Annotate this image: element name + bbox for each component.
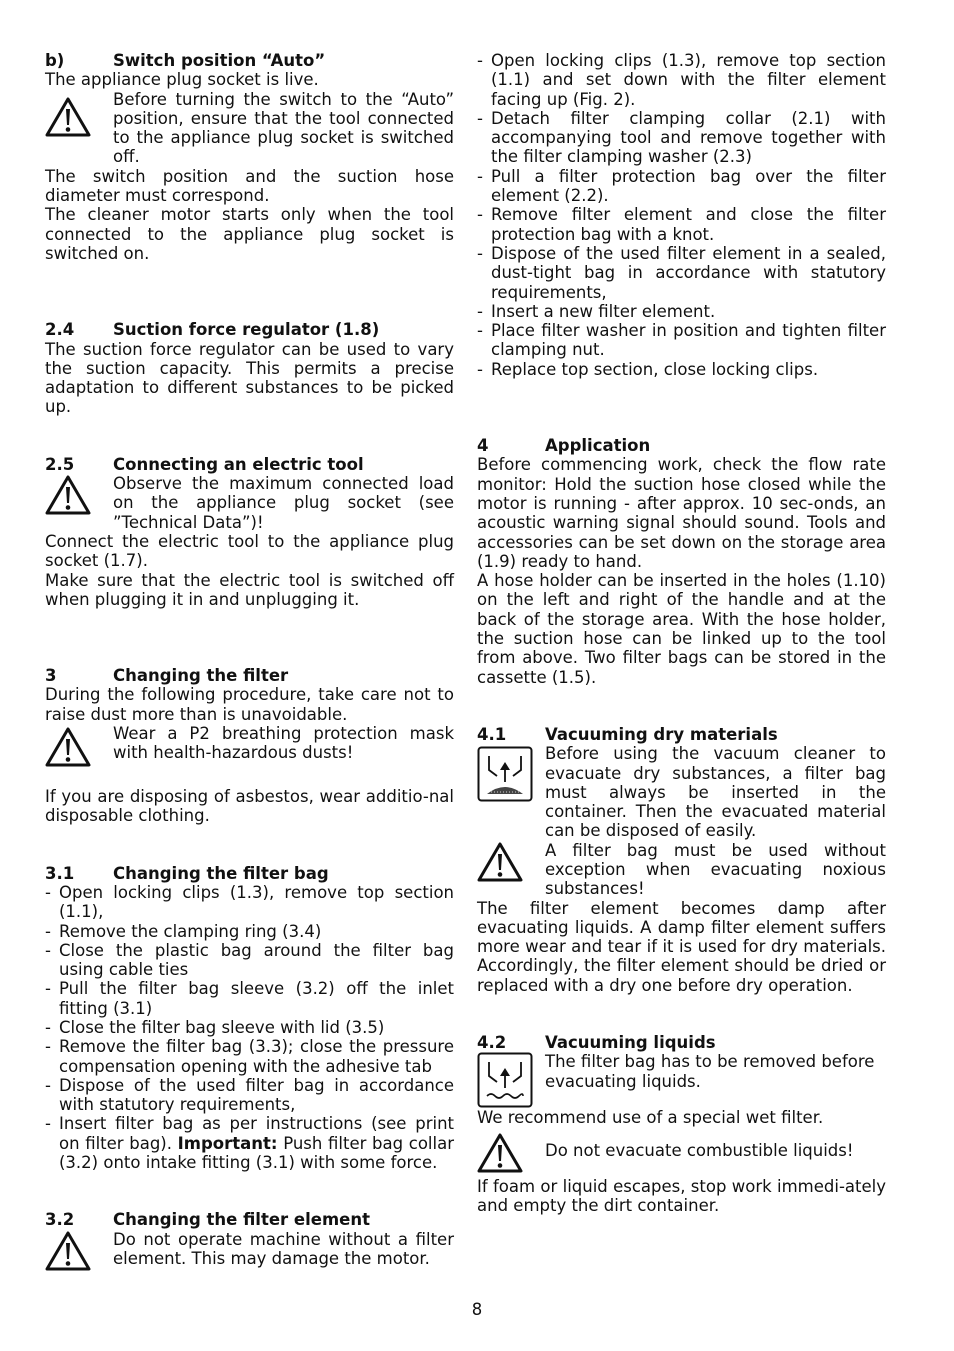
list-item: - Remove filter element and close the filter protection bag with a knot. xyxy=(477,205,886,244)
warning-icon xyxy=(45,1230,113,1272)
list-item: - Open locking clips (1.3), remove top section (1.1) and set down with the filter element facing up (Fig. 2). xyxy=(477,51,886,109)
section-heading-3-1 xyxy=(45,864,454,883)
section-title: Vacuuming liquids xyxy=(545,1033,716,1053)
section-title: Suction force regulator (1.8) xyxy=(113,320,380,340)
section-number: 3.1 xyxy=(45,863,75,883)
section-title: Switch position “Auto” xyxy=(113,51,326,70)
paragraph: A hose holder can be inserted in the holes (1.10) on the left and right of the handle and at the back of the storage area. With the hose holder, the suction hose can be linked up to the tool from above. Two filter bags can be stored in the cassette (1.5). xyxy=(477,571,886,687)
section-heading-3 xyxy=(45,666,454,685)
section-heading-2-4 xyxy=(45,320,454,339)
warning-icon xyxy=(477,1132,545,1174)
list-item: - Open locking clips (1.3), remove top section (1.1), xyxy=(45,883,454,922)
section-number: 3 xyxy=(45,666,57,686)
warning-text: Do not operate machine without a filter element. This may damage the motor. xyxy=(113,1229,454,1268)
section-number: 2.4 xyxy=(45,320,75,340)
section-heading-4 xyxy=(477,436,886,455)
warning-text: Observe the maximum connected load on the appliance plug socket (see ”Technical Data”)! xyxy=(113,474,454,532)
warning-block xyxy=(45,474,454,532)
warning-text: Wear a P2 breathing protection mask with health-hazardous dusts! xyxy=(113,724,454,763)
paragraph: If you are disposing of asbestos, wear additio-nal disposable clothing. xyxy=(45,787,454,826)
warning-text: A filter bag must be used without exception when evacuating noxious substances! xyxy=(545,840,886,899)
list-item: - Dispose of the used filter element in a sealed, dust-tight bag in accordance with statutory requirements, xyxy=(477,244,886,302)
list-item: - Close the filter bag sleeve with lid (3.5) xyxy=(45,1018,454,1037)
warning-icon xyxy=(45,474,113,516)
warning-block xyxy=(45,724,454,768)
list-item-text: Push filter bag collar (3.2) onto intake fitting (3.1) with some force. xyxy=(59,1133,454,1173)
section-title: Changing the filter xyxy=(113,666,289,686)
section-heading-2-5 xyxy=(45,455,454,474)
list-item: - Replace top section, close locking clips. xyxy=(477,360,886,379)
section-number: 4 xyxy=(477,436,489,456)
section-heading-4-1 xyxy=(477,725,886,744)
section-heading-4-2 xyxy=(477,1033,886,1052)
list-item: - Dispose of the used filter bag in accordance with statutory requirements, xyxy=(45,1076,454,1115)
list-item: - Detach filter clamping collar (2.1) with accompanying tool and remove together with the filter clamping washer (2.3) xyxy=(477,109,886,167)
section-number: 2.5 xyxy=(45,454,75,474)
paragraph: The suction force regulator can be used to vary the suction capacity. This permits a precise adaptation to different substances to be picked up. xyxy=(45,339,454,417)
section-title: Application xyxy=(545,436,651,456)
section-heading-3-2 xyxy=(45,1210,454,1229)
list-item-text: Insert filter bag as per instructions (see print on filter bag). xyxy=(59,1114,454,1153)
paragraph: Make sure that the electric tool is switched off when plugging it in and unplugging it. xyxy=(45,570,454,609)
section-title: Changing the filter bag xyxy=(113,863,329,883)
list-item: - Pull a filter protection bag over the filter element (2.2). xyxy=(477,167,886,206)
warning-icon xyxy=(477,841,545,883)
section-number: 4.2 xyxy=(477,1033,507,1053)
section-number: b) xyxy=(45,51,65,70)
paragraph: The filter element becomes damp after evacuating liquids. A damp filter element suffers more wear and tear if it is used for dry materials. Accordingly, the filter element should be dried or replaced with a dry one before dry operation. xyxy=(477,898,886,995)
warning-block xyxy=(477,1132,886,1174)
list-item: - Remove the clamping ring (3.4) xyxy=(45,922,454,941)
paragraph: During the following procedure, take care not to raise dust more than is unavoidable. xyxy=(45,685,454,724)
step-list xyxy=(45,883,454,1172)
section-title: Connecting an electric tool xyxy=(113,454,364,474)
paragraph: We recommend use of a special wet filter. xyxy=(477,1108,824,1128)
page-number: 8 xyxy=(471,1300,483,1319)
paragraph: Connect the electric tool to the appliance plug socket (1.7). xyxy=(45,531,454,571)
warning-block xyxy=(45,1230,454,1272)
important-label: Important: xyxy=(177,1133,278,1153)
warning-icon xyxy=(45,90,113,138)
list-item xyxy=(45,1114,454,1172)
section-number: 4.1 xyxy=(477,724,507,744)
section-number: 3.2 xyxy=(45,1210,75,1230)
warning-icon xyxy=(45,724,113,768)
warning-text: Do not evacuate combustible liquids! xyxy=(545,1140,854,1160)
info-text: The filter bag has to be removed before evacuating liquids. xyxy=(545,1052,875,1091)
step-list xyxy=(477,51,886,379)
section-heading-b xyxy=(45,51,454,70)
paragraph: The appliance plug socket is live. xyxy=(45,70,319,90)
section-title: Vacuuming dry materials xyxy=(545,724,778,744)
warning-text: Before turning the switch to the “Auto” position, ensure that the tool connected to the appliance plug socket is switched off. xyxy=(113,89,454,167)
paragraph: The cleaner motor starts only when the tool connected to the appliance plug socket is switched on. xyxy=(45,205,454,263)
paragraph: The switch position and the suction hose diameter must correspond. xyxy=(45,166,454,206)
list-item: - Remove the filter bag (3.3); close the pressure compensation opening with the adhesive tab xyxy=(45,1037,454,1076)
paragraph: If foam or liquid escapes, stop work immedi-ately and empty the dirt container. xyxy=(477,1176,886,1215)
info-block xyxy=(477,1052,886,1108)
paragraph: Before commencing work, check the flow rate monitor: Hold the suction hose closed while the motor is running - after approx. 10 sec-onds, an acoustic warning signal should sound. Tools and accessories can be set down on the storage area (1.9) ready to hand. xyxy=(477,455,886,571)
right-column xyxy=(477,51,886,1215)
info-block xyxy=(477,744,886,840)
warning-block xyxy=(45,90,454,167)
list-item: - Pull the filter bag sleeve (3.2) off the inlet fitting (3.1) xyxy=(45,979,454,1018)
list-item: - Close the plastic bag around the filter bag using cable ties xyxy=(45,941,454,980)
warning-block xyxy=(477,841,886,899)
info-text: Before using the vacuum cleaner to evacuate dry substances, a filter bag must always be inserted in the container. Then the evacuated material can be disposed of easily. xyxy=(545,744,886,841)
list-item: - Place filter washer in position and tighten filter clamping nut. xyxy=(477,321,886,360)
liquid-vacuum-icon xyxy=(477,1052,545,1108)
list-item: - Insert a new filter element. xyxy=(477,302,886,321)
dry-vacuum-icon xyxy=(477,744,545,802)
section-title: Changing the filter element xyxy=(113,1210,370,1230)
left-column xyxy=(45,51,454,1272)
